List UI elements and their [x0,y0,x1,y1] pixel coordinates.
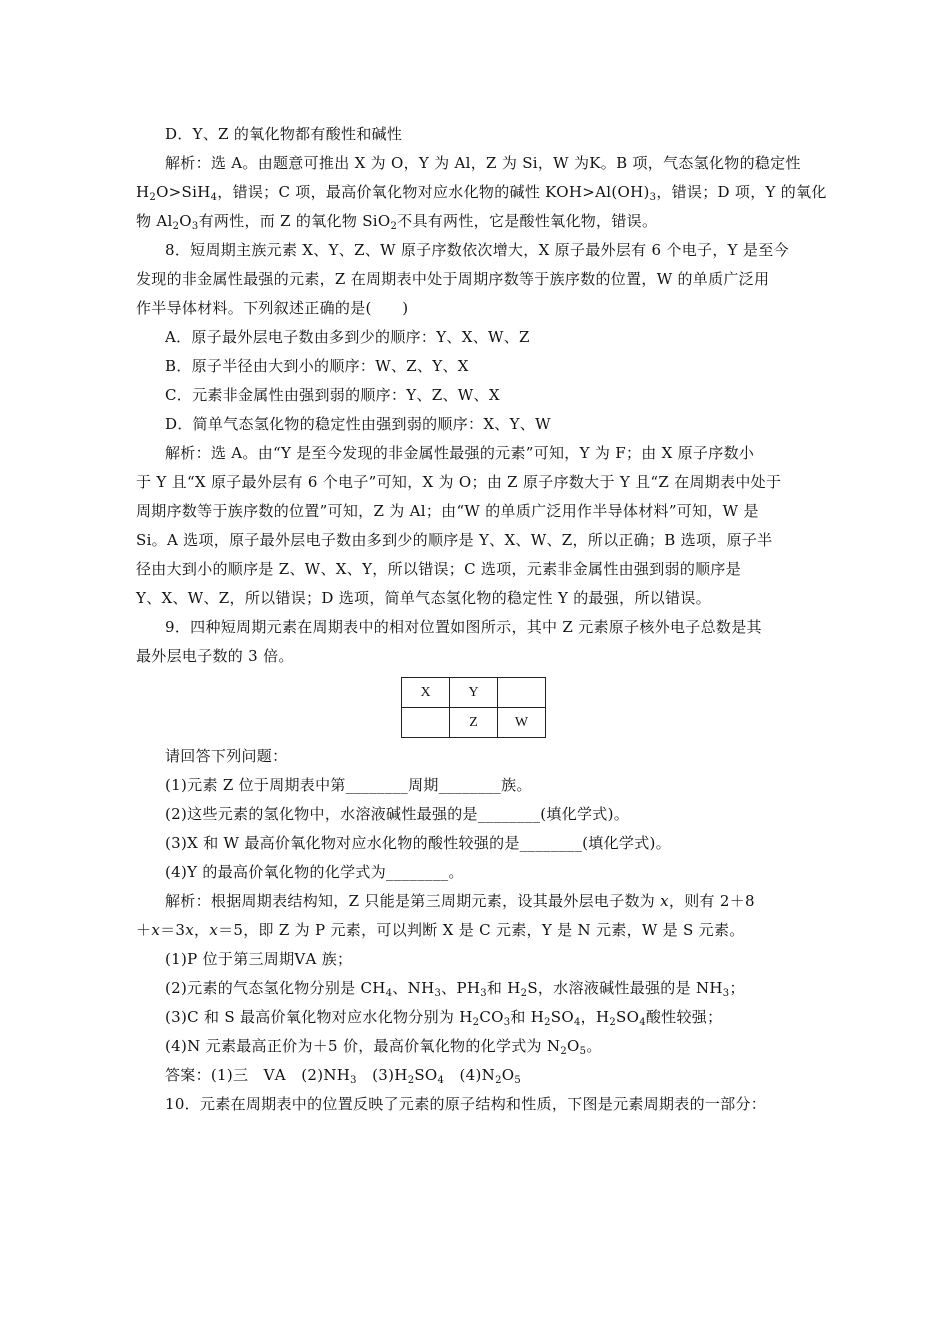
option-a-line: A．原子最外层电子数由多到少的顺序：Y、X、W、Z [165,328,530,346]
table-row [402,678,546,708]
question-8-line: 发现的非金属性最强的元素，Z 在周期表中处于周期序数等于族序数的位置，W 的单质广泛用 [136,270,770,288]
table-cell: Y [450,678,498,708]
question-9-line: 9．四种短周期元素在周期表中的相对位置如图所示，其中 Z 元素原子核外电子总数是其 [165,618,762,636]
analysis-line: (2)元素的气态氢化物分别是 $CH_4$、$NH_3$、$PH_3$和 $H_2S$，水溶液碱性最强的是 $NH_3$； [165,979,745,999]
prompt-line: 请回答下列问题： [165,747,288,765]
analysis-line: 径由大到小的顺序是 Z、W、X、Y，所以错误；C 选项，元素非金属性由强到弱的顺序是 [136,560,742,578]
option-c-line: C．元素非金属性由强到弱的顺序：Y、Z、W、X [165,386,500,404]
analysis-line: (1)P 位于第三周期ⅤA 族； [165,950,353,968]
analysis-line: Y、X、W、Z，所以错误；D 选项，简单气态氢化物的稳定性 Y 的最强，所以错误。 [136,589,711,607]
question-9-line: 最外层电子数的 3 倍。 [136,647,294,665]
option-d-line: D．简单气态氢化物的稳定性由强到弱的顺序：X、Y、W [165,415,551,433]
table-row [402,708,546,738]
table-cell: Z [450,708,498,738]
answer-line: 答案：(1)三 ⅤA $(2)NH_3$ $(3)H_2SO_4$ $(4)N_2O_5$ [165,1066,522,1086]
sub-question-4: (4)Y 的最高价氧化物的化学式为________。 [165,863,464,881]
sub-question-2: (2)这些元素的氢化物中，水溶液碱性最强的是________(填化学式)。 [165,805,630,823]
question-8-line: 8．短周期主族元素 X、Y、Z、W 原子序数依次增大，X 原子最外层有 6 个电子，Y 是至今 [165,241,789,259]
analysis-line: Si。A 选项，原子最外层电子数由多到少的顺序是 Y、X、W、Z，所以正确；B 选项，原子半 [136,531,773,549]
periodic-table-fragment [401,677,546,738]
analysis-line: 周期序数等于族序数的位置”可知，Z 为 Al；由“W 的单质广泛用作半导体材料”可知，W 是 [136,502,759,520]
analysis-line: ＋x＝3x，x＝5，即 Z 为 P 元素，可以判断 X 是 C 元素，Y 是 N 元素，W 是 S 元素。 [136,921,745,939]
sub-question-1: (1)元素 Z 位于周期表中第________周期________族。 [165,776,532,794]
option-d-line: D．Y、Z 的氧化物都有酸性和碱性 [165,125,403,143]
analysis-line: 物 $Al_2O_3$有两性，而 Z 的氧化物 SiO$_2$不具有两性，它是酸性氧化物，错误。 [136,212,658,232]
table-cell: W [498,708,546,738]
analysis-line: (4)N 元素最高正价为＋5 价，最高价氧化物的化学式为 $N_2O_5$。 [165,1037,602,1057]
analysis-line: (3)C 和 S 最高价氧化物对应水化物分别为 $H_2CO_3$和 $H_2SO_4$，$H_2SO_4$酸性较强； [165,1008,723,1028]
sub-question-3: (3)X 和 W 最高价氧化物对应水化物的酸性较强的是________(填化学式)。 [165,834,671,852]
question-8-line: 作半导体材料。下列叙述正确的是( ) [136,299,409,317]
question-10-line: 10．元素在周期表中的位置反映了元素的原子结构和性质，下图是元素周期表的一部分： [165,1095,767,1113]
analysis-line: 解析：选 A。由“Y 是至今发现的非金属性最强的元素”可知，Y 为 F；由 X 原子序数小 [165,444,755,462]
analysis-line: 解析：根据周期表结构知，Z 只能是第三周期元素，设其最外层电子数为 x，则有 2＋8 [165,892,755,910]
table-cell: X [402,678,450,708]
analysis-line: 于 Y 且“X 原子最外层有 6 个电子”可知，X 为 O；由 Z 原子序数大于 Y 且“Z 在周期表中处于 [136,473,782,491]
analysis-line: 解析：选 A。由题意可推出 X 为 O，Y 为 Al，Z 为 Si，W 为K。B 项，气态氢化物的稳定性 [165,154,801,172]
table-cell [498,678,546,708]
table-cell [402,708,450,738]
option-b-line: B．原子半径由大到小的顺序：W、Z、Y、X [165,357,469,375]
analysis-line: $H_2O>SiH_4$，错误；C 项，最高价氧化物对应水化物的碱性 $KOH>Al(OH)_3$，错误；D 项，Y 的氧化 [136,183,827,203]
document-page [136,120,827,1119]
